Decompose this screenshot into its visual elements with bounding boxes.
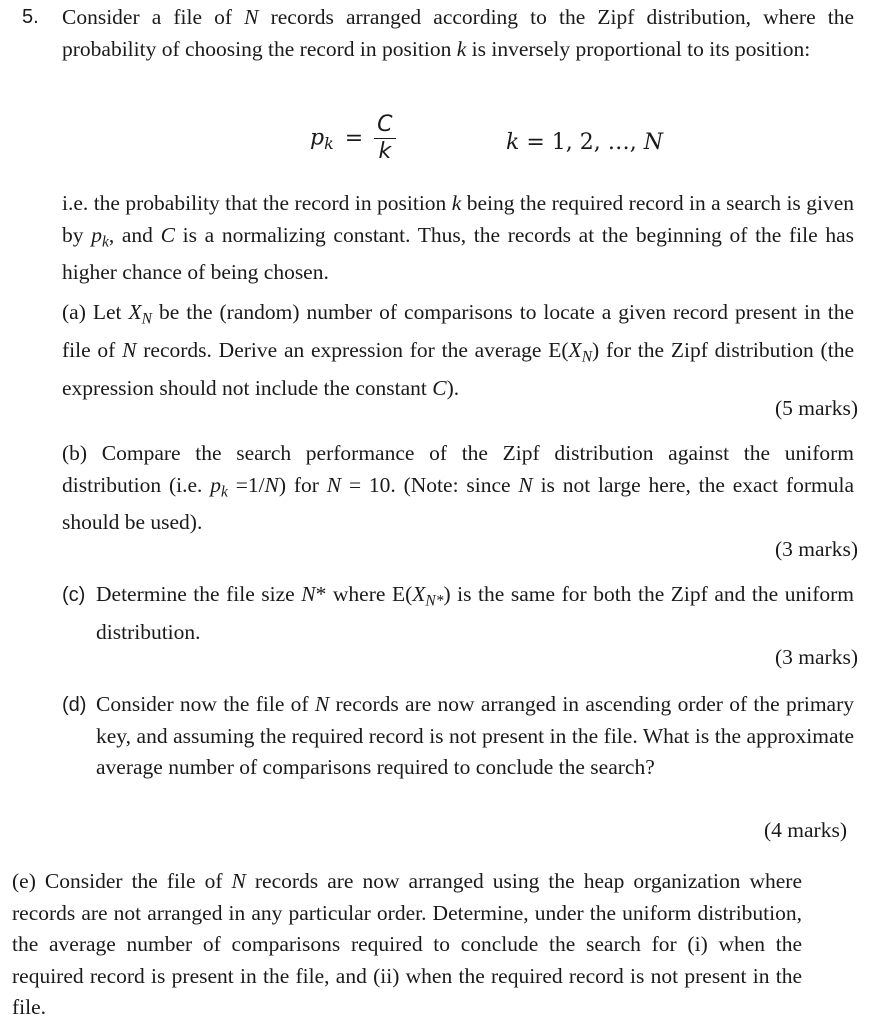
- question-number: 5.: [22, 6, 39, 28]
- formula-numerator: C: [374, 112, 395, 139]
- part-c-marks: (3 marks): [775, 645, 858, 669]
- part-c-text: Determine the file size N* where $E(X_{N*})$ is the same for both the Zipf and the uniform distribution.: [96, 582, 854, 644]
- part-d: [96, 689, 854, 784]
- part-c-label: (c): [62, 584, 86, 606]
- formula-denominator: k: [378, 139, 392, 164]
- part-b-text: (b) Compare the search performance of the Zipf distribution against the uniform distribution (i.e. $p_k =1/N$) for N = 10. (Note: since N is not large here, the exact formula should be used).: [62, 441, 854, 535]
- formula-equals: =: [344, 125, 364, 151]
- part-a-text: (a) Let $X_N$ be the (random) number of comparisons to locate a given record present in the file of N records. Derive an expression for the average $E(X_N)$ for the Zipf distribution (the expression should not include the constant C).: [62, 300, 854, 400]
- part-b-marks: (3 marks): [775, 537, 858, 561]
- formula-lhs-subscript: k: [324, 133, 334, 153]
- question-intro: [62, 2, 854, 65]
- part-b: [62, 438, 854, 539]
- part-d-marks: (4 marks): [764, 818, 847, 842]
- formula-range-text: k = 1, 2, …, N: [506, 130, 663, 155]
- formula-lhs: p: [310, 125, 325, 151]
- part-e-text: (e) Consider the file of N records are now arranged using the heap organization where records are not arranged in any particular order. Determine, under the uniform distribution, the average number of comparisons required to conclude the search for (i) when the required record is present in the file, and (ii) when the required record is not present in the file.: [12, 869, 802, 1019]
- zipf-formula: [310, 112, 396, 165]
- part-c: [96, 579, 854, 648]
- part-a-marks: (5 marks): [775, 396, 858, 420]
- part-a: [62, 297, 854, 404]
- part-e: [12, 866, 802, 1024]
- question-intro-text: Consider a file of N records arranged according to the Zipf distribution, where the probability of choosing the record in position k is inversely proportional to its position:: [62, 5, 854, 61]
- formula-fraction: [374, 112, 395, 165]
- question-explanation: [62, 188, 854, 289]
- question-explanation-text: i.e. the probability that the record in position k being the required record in a search is given by $p_k$, and C is a normalizing constant. Thus, the records at the beginning of the file has higher chance of being chosen.: [62, 191, 855, 285]
- part-d-label: (d): [62, 694, 87, 716]
- formula-range: [506, 127, 663, 159]
- part-d-text: Consider now the file of N records are now arranged in ascending order of the primary key, and assuming the required record is not present in the file. What is the approximate average number of comparisons required to conclude the search?: [96, 692, 854, 779]
